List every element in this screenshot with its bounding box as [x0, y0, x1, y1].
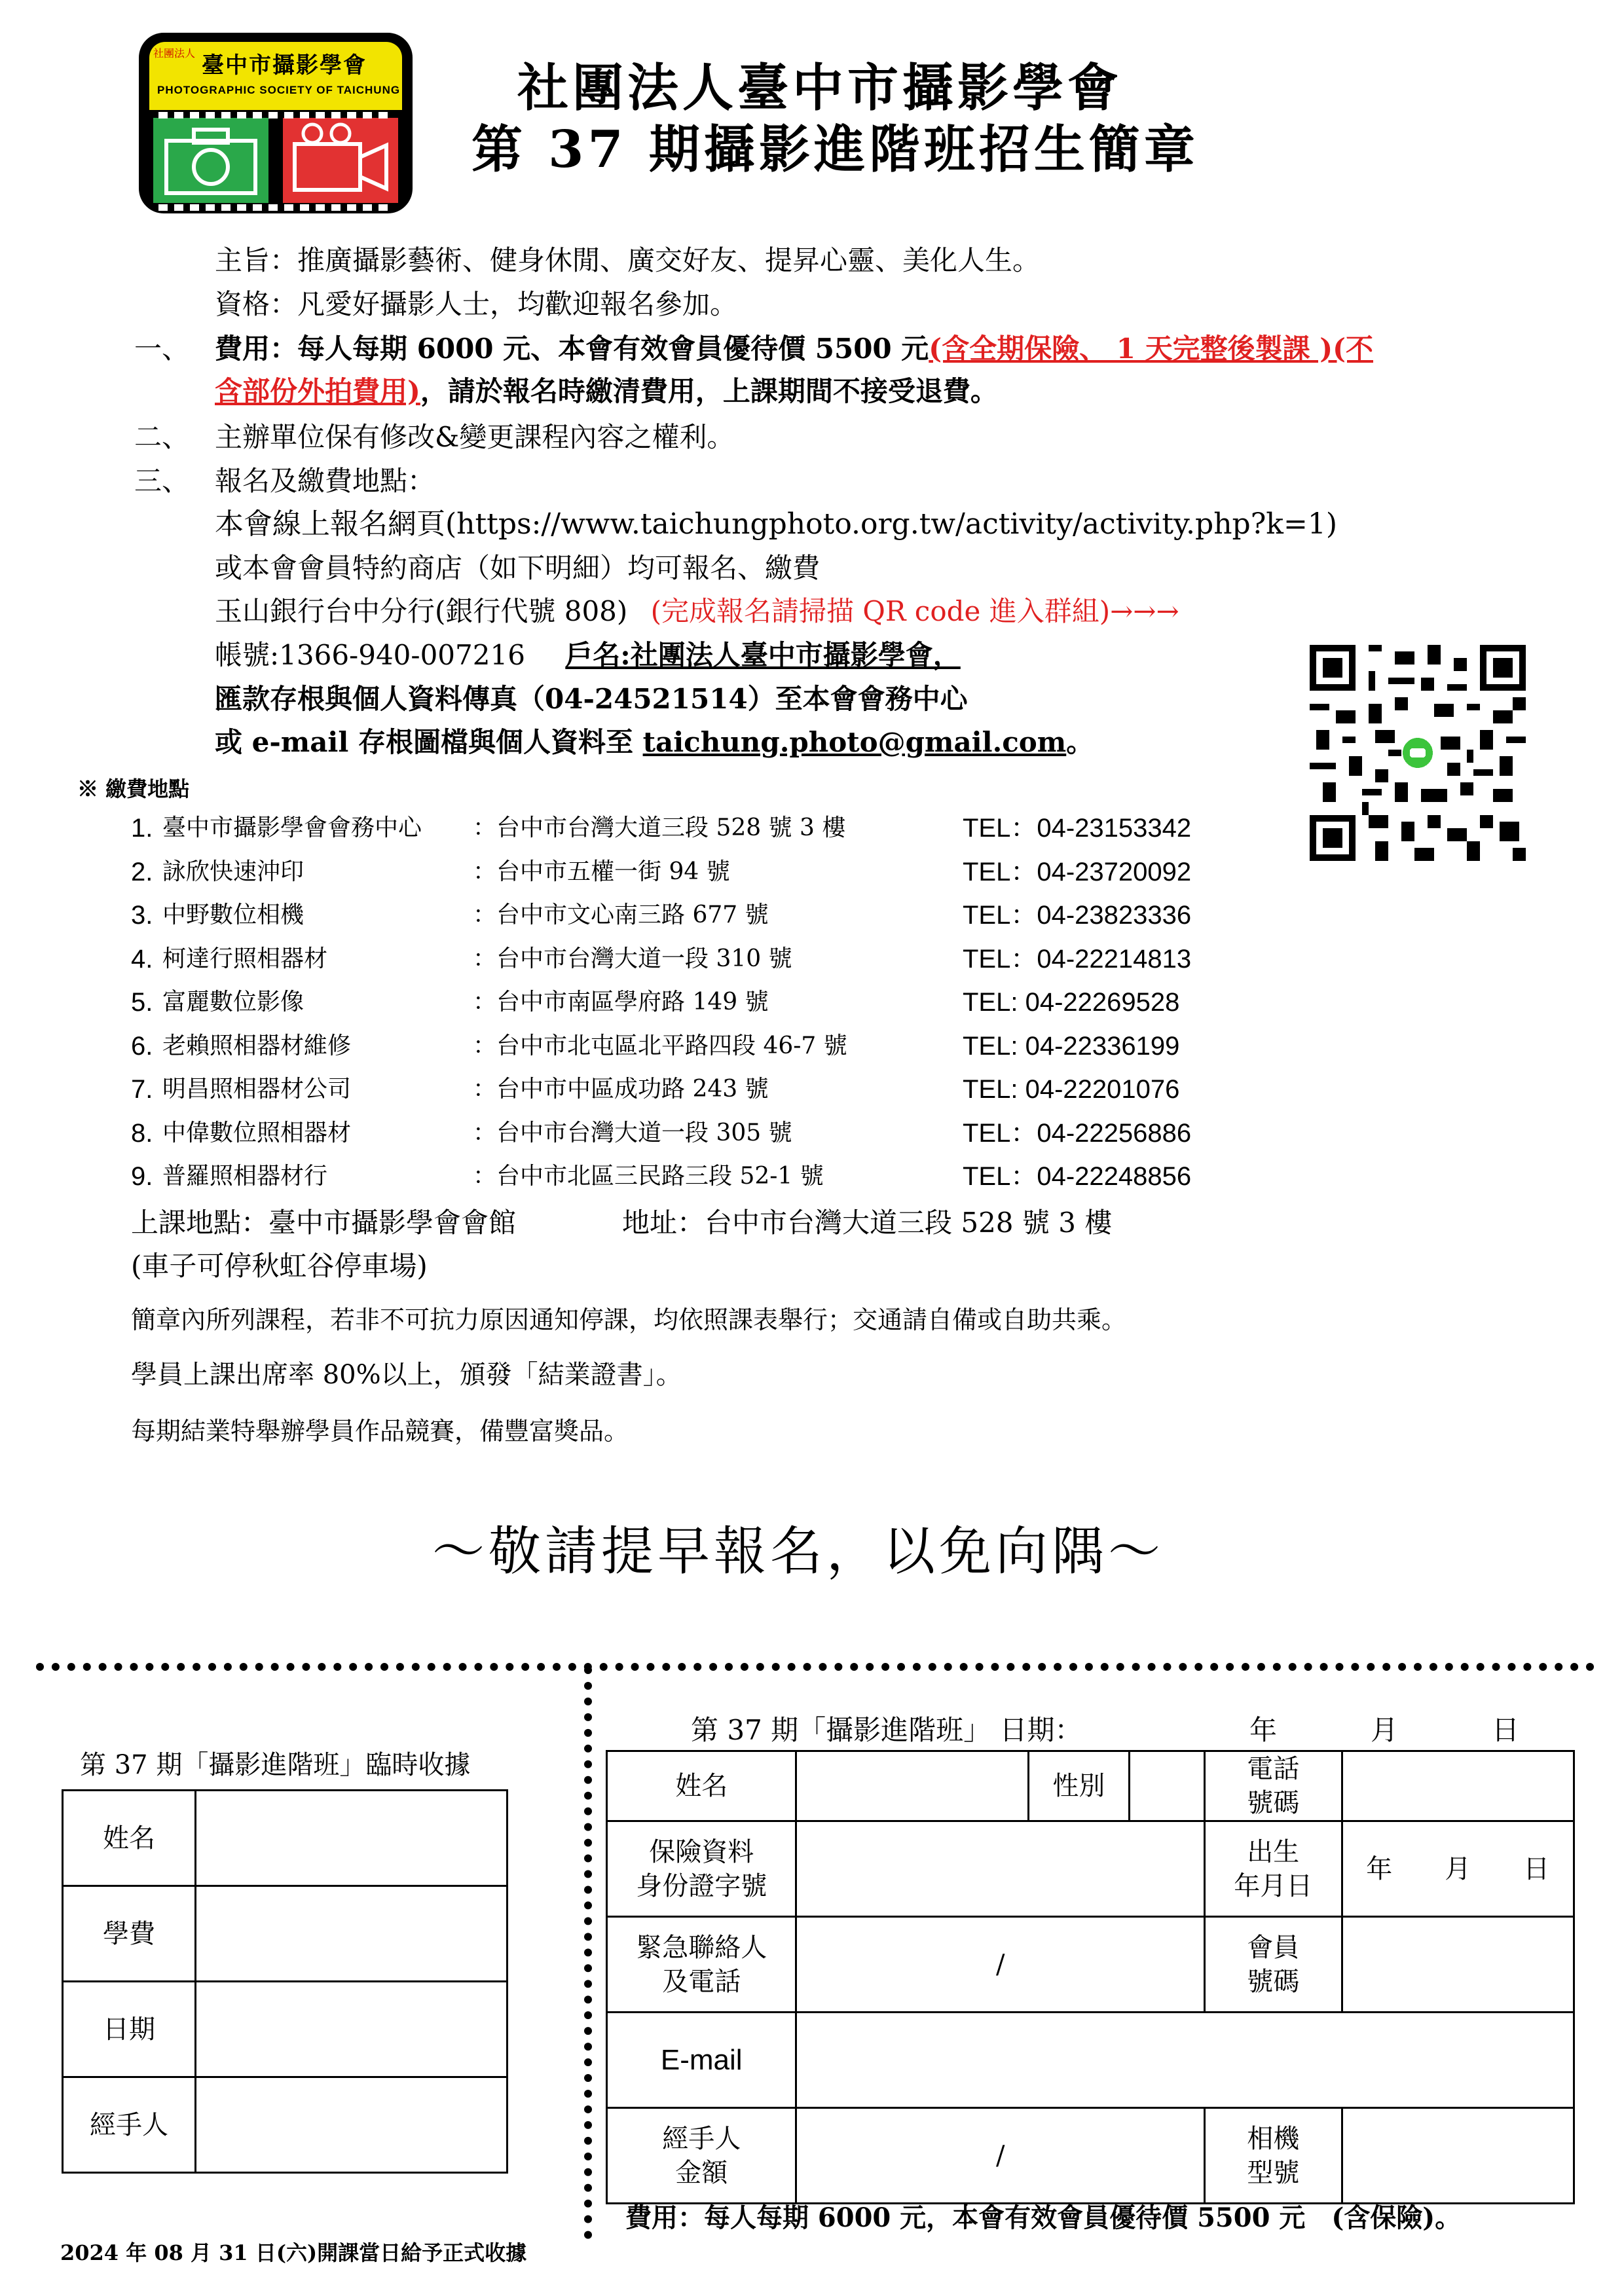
account-name: 戶名:社團法人臺中市攝影學會， [565, 639, 961, 671]
payment-location-address: ：台中市文心南三路 677 號 [473, 902, 769, 928]
account-text [215, 637, 961, 674]
payment-location-address: ：台中市台灣大道一段 310 號 [473, 945, 792, 972]
item2-number: 二、 [134, 421, 190, 453]
receipt-table [62, 1789, 508, 2174]
receipt-row-label: 學費 [63, 1886, 196, 1982]
rights-text: 主辦單位保有修改&變更課程內容之權利。 [215, 421, 735, 453]
payment-item-number: 7. [131, 1075, 153, 1104]
handler-label [607, 2108, 796, 2204]
payment-location-phone: TEL：04-23720092 [963, 858, 1192, 886]
logo-english-text: PHOTOGRAPHIC SOCIETY OF TAICHUNG [157, 84, 401, 96]
fee-main: 費用：每人每期 6000 元、本會有效會員優待價 5500 元 [215, 333, 929, 365]
registration-form-table [606, 1750, 1575, 2204]
payment-location-name: 普羅照相器材行 [162, 1163, 328, 1190]
payment-location-name: 富麗數位影像 [162, 989, 304, 1015]
certificate-note: 學員上課出席率 80%以上，頒發「結業證書」。 [131, 1360, 682, 1390]
emergency-field[interactable]: / [796, 1917, 1205, 2013]
payment-location-phone: TEL: 04-22201076 [963, 1075, 1180, 1104]
phone-label-b: 號碼 [1247, 1788, 1300, 1818]
payment-location-address: ：台中市北屯區北平路四段 46-7 號 [473, 1032, 847, 1059]
receipt-row [63, 1791, 507, 1886]
qr-code[interactable] [1310, 645, 1526, 861]
insurance-id-field[interactable] [796, 1821, 1205, 1917]
bank-text [215, 593, 1179, 630]
fee-includes-2: 含部份外拍費用) [215, 375, 420, 407]
payment-item-number: 9. [131, 1162, 153, 1191]
receipt-row-field[interactable] [196, 1982, 507, 2077]
receipt-row-label: 經手人 [63, 2077, 196, 2173]
payment-location-address: ：台中市南區學府路 149 號 [473, 989, 769, 1015]
email-label: E-mail [607, 2013, 796, 2108]
emergency-label-b: 及電話 [662, 1966, 741, 1997]
payment-item-number: 4. [131, 945, 153, 974]
payment-location-phone: TEL：04-22214813 [963, 945, 1192, 974]
receipt-row [63, 1982, 507, 2077]
receipt-row-field[interactable] [196, 1791, 507, 1886]
form-title: 第 37 期「攝影進階班」 日期： [691, 1714, 1082, 1746]
form-row-insurance [607, 1821, 1574, 1917]
payment-location-address: ：台中市五權一街 94 號 [473, 858, 730, 885]
logo-small-text: 社團法人 [153, 47, 196, 60]
camera-field[interactable] [1342, 2108, 1574, 2204]
schedule-note: 簡章內所列課程，若非不可抗力原因通知停課，均依照課表舉行；交通請自備或自助共乘。 [131, 1305, 1127, 1334]
form-row-emergency [607, 1917, 1574, 2013]
form-row-handler [607, 2108, 1574, 2204]
payment-location-name: 詠欣快速沖印 [162, 858, 304, 885]
film-perforation-top [158, 112, 394, 118]
bank-name: 玉山銀行台中分行(銀行代號 808) [215, 595, 628, 627]
birth-label-a: 出生 [1247, 1836, 1300, 1867]
payment-location-name: 老賴照相器材維修 [162, 1032, 352, 1059]
purpose-text: 主旨：推廣攝影藝術、健身休閒、廣交好友、提昇心靈、美化人生。 [215, 244, 1041, 276]
payment-item-number: 1. [131, 814, 153, 843]
payment-location-phone: TEL：04-22256886 [963, 1119, 1192, 1148]
birth-label-b: 年月日 [1234, 1870, 1313, 1901]
camera-label-b: 型號 [1247, 2157, 1300, 2188]
insurance-label [607, 1821, 796, 1917]
email-field[interactable] [796, 2013, 1574, 2108]
receipt-row [63, 2077, 507, 2173]
page-title-course: 第 37 期攝影進階班招生簡章 [471, 120, 1199, 179]
receipt-row-label: 日期 [63, 1982, 196, 2077]
phone-label [1204, 1751, 1342, 1821]
email-suffix: 。 [1066, 726, 1094, 758]
payment-location-name: 明昌照相器材公司 [162, 1076, 352, 1102]
member-label-a: 會員 [1247, 1932, 1300, 1963]
online-registration-link[interactable]: 本會線上報名網頁(https://www.taichungphoto.org.tw/activity/activity.php?k=1) [215, 507, 1337, 541]
fax-text: 匯款存根與個人資料傳真（04-24521514）至本會會務中心 [215, 683, 968, 715]
gender-label: 性別 [1028, 1751, 1130, 1821]
name-field[interactable] [796, 1751, 1028, 1821]
form-fee-note: 費用：每人每期 6000 元，本會有效會員優待價 5500 元 (含保險)。 [625, 2202, 1462, 2233]
phone-label-a: 電話 [1247, 1754, 1300, 1784]
handler-field[interactable]: / [796, 2108, 1205, 2204]
name-label: 姓名 [607, 1751, 796, 1821]
payment-location-phone: TEL：04-23153342 [963, 814, 1192, 843]
birth-label [1204, 1821, 1342, 1917]
camera-icon [153, 118, 268, 203]
fee-text-2 [215, 373, 998, 410]
email-link[interactable]: taichung.photo@gmail.com [642, 726, 1067, 758]
payment-item-number: 5. [131, 988, 153, 1017]
venue-place: 上課地點：臺中市攝影學會會館 [131, 1207, 517, 1239]
payment-item-number: 6. [131, 1032, 153, 1061]
insurance-label-a: 保險資料 [649, 1836, 754, 1867]
registration-heading: 報名及繳費地點： [215, 465, 435, 497]
store-text: 或本會會員特約商店（如下明細）均可報名、繳費 [215, 552, 821, 584]
member-label [1204, 1917, 1342, 2013]
member-field[interactable] [1342, 1917, 1574, 2013]
camera-label [1204, 2108, 1342, 2204]
payment-location-address: ：台中市北區三民路三段 52-1 號 [473, 1163, 824, 1190]
receipt-title: 第 37 期「攝影進階班」臨時收據 [80, 1750, 471, 1780]
receipt-row-field[interactable] [196, 1886, 507, 1982]
gender-field[interactable] [1130, 1751, 1205, 1821]
member-label-b: 號碼 [1247, 1966, 1300, 1997]
qr-instruction: (完成報名請掃描 QR code 進入群組)→→→ [650, 595, 1179, 627]
payment-item-number: 2. [131, 858, 153, 886]
receipt-footer: 2024 年 08 月 31 日(六)開課當日給予正式收據 [60, 2240, 527, 2265]
payment-location-address: ：台中市台灣大道三段 528 號 3 樓 [473, 814, 846, 841]
venue-address: 地址：台中市台灣大道三段 528 號 3 樓 [622, 1207, 1113, 1239]
form-day-label: 日 [1492, 1714, 1520, 1746]
emergency-label [607, 1917, 796, 2013]
logo-main-text: 臺中市攝影學會 [202, 52, 367, 79]
payment-location-phone: TEL：04-22248856 [963, 1162, 1192, 1191]
handler-label-b: 金額 [675, 2157, 728, 2188]
fee-includes: (含全期保險、 1 天完整後製課 )(不 [929, 333, 1373, 365]
fee-text [215, 331, 1373, 367]
payment-location-name: 臺中市攝影學會會務中心 [162, 814, 422, 841]
video-camera-icon [283, 118, 398, 203]
payment-location-address: ：台中市中區成功路 243 號 [473, 1076, 769, 1102]
payment-location-name: 中偉數位照相器材 [162, 1120, 352, 1146]
payment-item-number: 8. [131, 1119, 153, 1148]
page-title-org: 社團法人臺中市攝影學會 [517, 58, 1123, 118]
handler-label-a: 經手人 [662, 2123, 741, 2154]
payment-location-address: ：台中市台灣大道一段 305 號 [473, 1120, 792, 1146]
receipt-row [63, 1886, 507, 1982]
insurance-label-b: 身份證字號 [636, 1870, 767, 1901]
payment-heading: ※ 繳費地點 [77, 776, 190, 801]
payment-location-phone: TEL：04-23823336 [963, 901, 1192, 930]
payment-location-phone: TEL: 04-22336199 [963, 1032, 1180, 1061]
item1-number: 一、 [134, 333, 190, 365]
payment-location-name: 中野數位相機 [162, 902, 304, 928]
birth-field[interactable]: 年 月 日 [1342, 1821, 1574, 1917]
cut-line-vertical [584, 1666, 592, 2239]
form-row-name [607, 1751, 1574, 1821]
payment-location-name: 柯達行照相器材 [162, 945, 328, 972]
receipt-row-field[interactable] [196, 2077, 507, 2173]
eligibility-text: 資格：凡愛好攝影人士，均歡迎報名參加。 [215, 288, 738, 320]
form-row-email [607, 2013, 1574, 2108]
receipt-row-label: 姓名 [63, 1791, 196, 1886]
emergency-label-a: 緊急聯絡人 [636, 1932, 767, 1963]
form-month-label: 月 [1371, 1714, 1399, 1746]
phone-field[interactable] [1342, 1751, 1574, 1821]
form-year-label: 年 [1249, 1714, 1278, 1746]
competition-note: 每期結業特舉辦學員作品競賽，備豐富獎品。 [131, 1417, 629, 1446]
account-number: 帳號:1366-940-007216 [215, 639, 525, 671]
payment-location-phone: TEL: 04-22269528 [963, 988, 1180, 1017]
film-perforation-bottom [158, 204, 394, 211]
fee-refund-note: ，請於報名時繳清費用，上課期間不接受退費。 [420, 375, 998, 407]
email-text [215, 724, 1094, 761]
payment-item-number: 3. [131, 901, 153, 930]
parking-note: (車子可停秋虹谷停車場) [131, 1250, 428, 1282]
cut-line-horizontal [36, 1663, 1595, 1671]
email-prefix: 或 e-mail 存根圖檔與個人資料至 [215, 726, 643, 758]
slogan: ～敬請提早報名，以免向隅～ [432, 1521, 1164, 1582]
society-logo [139, 33, 413, 213]
item3-number: 三、 [134, 465, 190, 497]
camera-label-a: 相機 [1247, 2123, 1300, 2154]
